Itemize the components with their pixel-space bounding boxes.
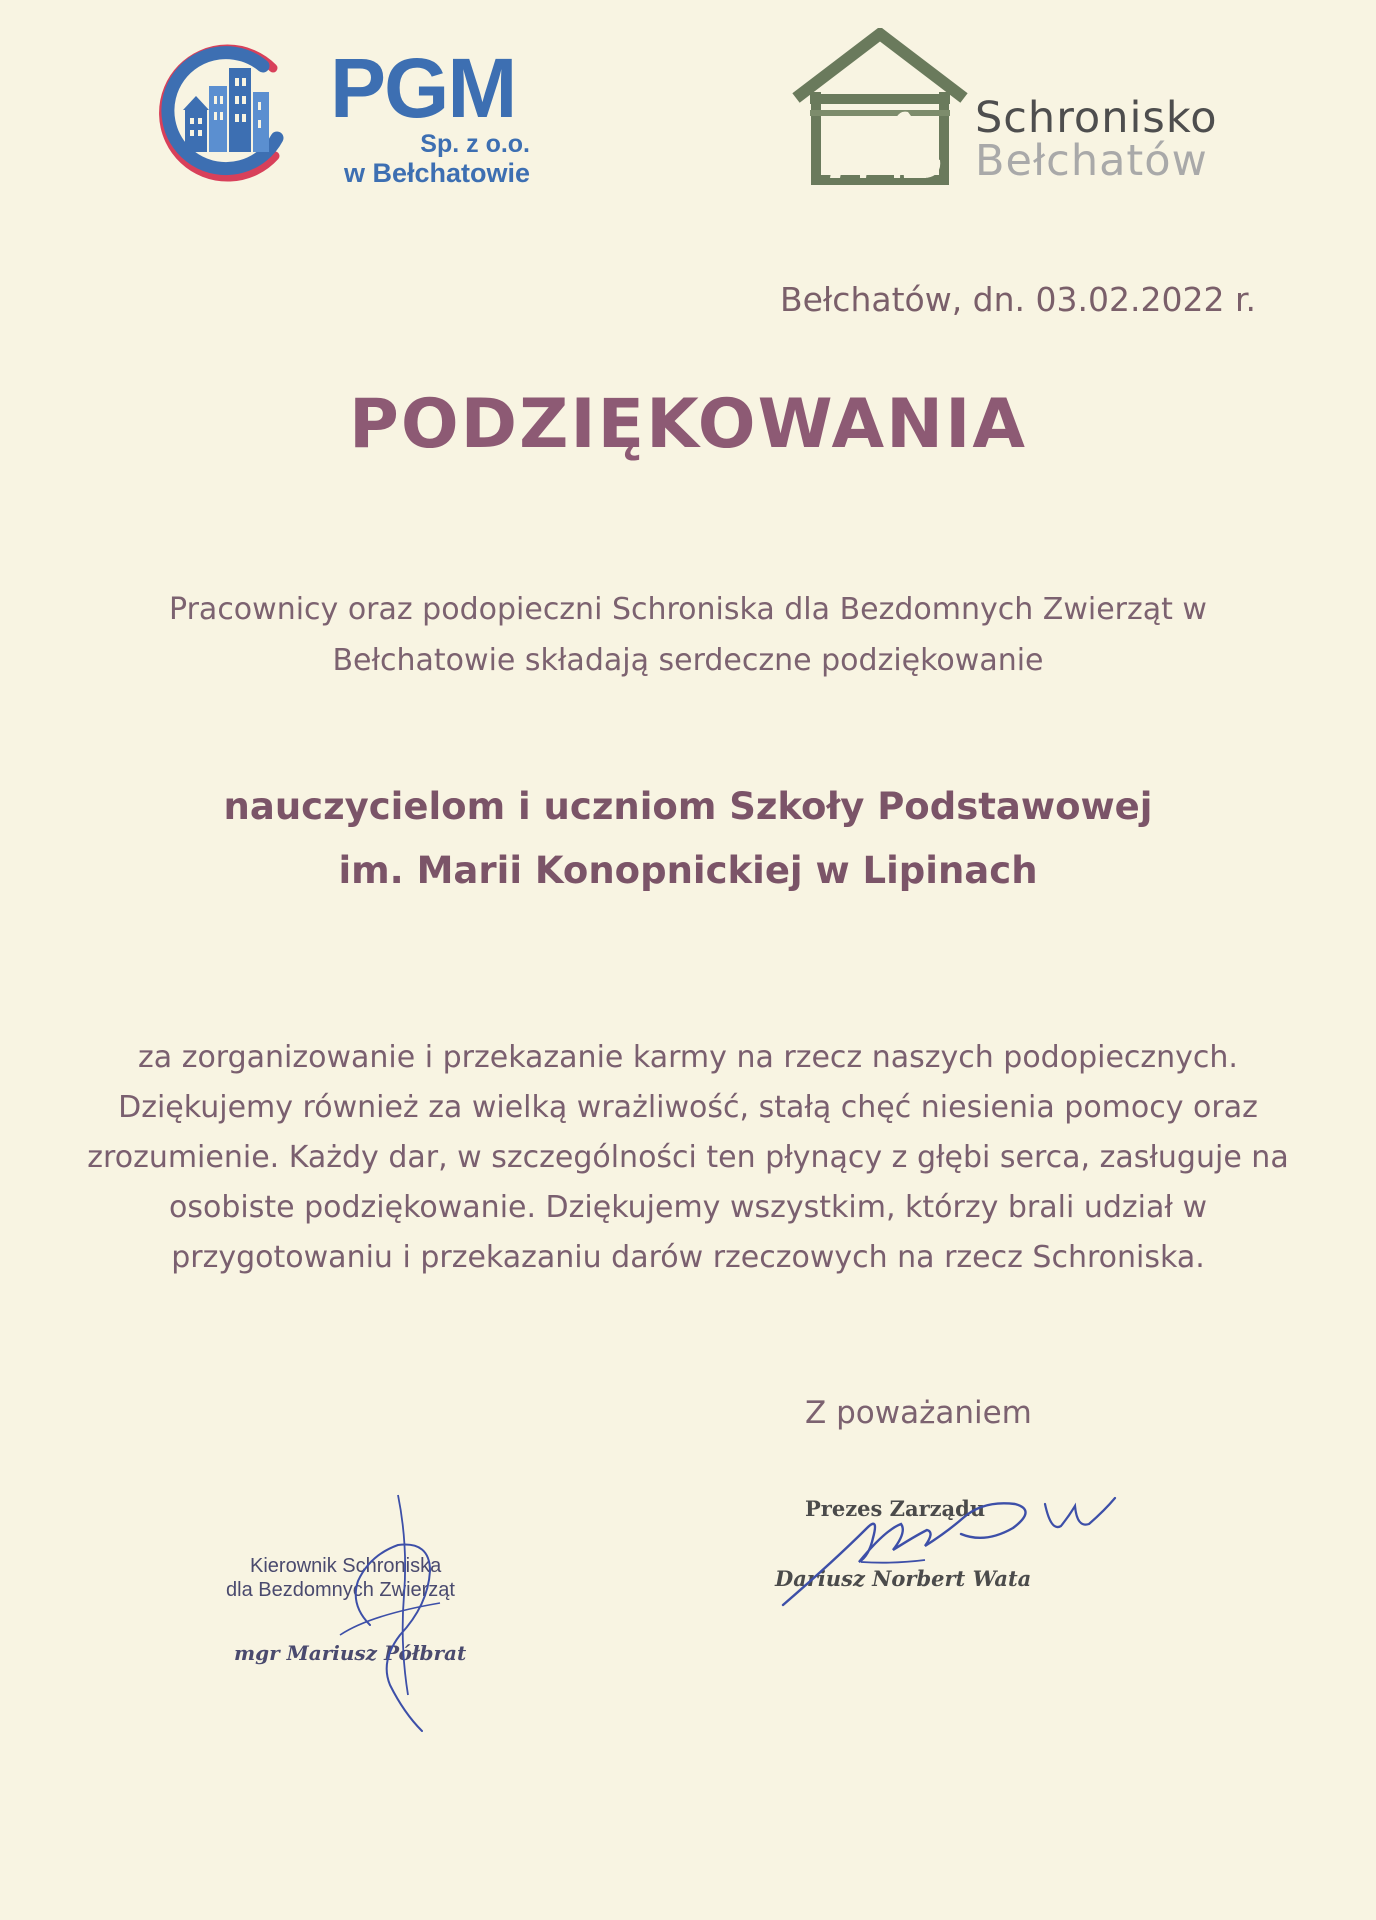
recipient-block xyxy=(100,775,1276,903)
pgm-logo-title: PGM xyxy=(330,41,516,135)
pgm-building-icon xyxy=(145,38,295,188)
handwritten-signature-left xyxy=(280,1485,480,1735)
pgm-logo xyxy=(145,38,545,198)
body-line: zrozumienie. Każdy dar, w szczególności ten płynący z głębi serca, zasługuje na xyxy=(87,1140,1289,1175)
pgm-logo-subtitle: Sp. z o.o. xyxy=(420,130,530,158)
signatory-role: Prezes Zarządu xyxy=(805,1496,986,1521)
intro-paragraph xyxy=(100,584,1276,686)
body-line: Dziękujemy również za wielką wrażliwość, stałą chęć niesienia pomocy oraz xyxy=(118,1090,1258,1125)
intro-line: Bełchatowie składają serdeczne podziękowanie xyxy=(332,643,1044,678)
body-line: za zorganizowanie i przekazanie karmy na rzecz naszych podopiecznych. xyxy=(138,1040,1238,1075)
shelter-logo-name: Schronisko xyxy=(975,93,1218,143)
intro-line: Pracownicy oraz podopieczni Schroniska dla Bezdomnych Zwierząt w xyxy=(169,592,1207,627)
pgm-logo-city: w Bełchatowie xyxy=(343,158,530,188)
signatory-name: mgr Mariusz Półbrat xyxy=(234,1641,467,1665)
handwritten-signature-right xyxy=(775,1470,1135,1620)
shelter-logo-city: Bełchatów xyxy=(975,136,1208,186)
body-line: osobiste podziękowanie. Dziękujemy wszystkim, którzy brali udział w xyxy=(169,1190,1207,1225)
shelter-logo xyxy=(790,28,1218,198)
letter-title: PODZIĘKOWANIA xyxy=(348,385,1027,464)
body-line: przygotowaniu i przekazaniu darów rzeczowych na rzecz Schroniska. xyxy=(171,1240,1205,1275)
closing-phrase: Z poważaniem xyxy=(805,1395,1032,1431)
letter-date: Bełchatów, dn. 03.02.2022 r. xyxy=(779,280,1256,319)
recipient-line: im. Marii Konopnickiej w Lipinach xyxy=(338,849,1038,892)
signatory-name: Dariusz Norbert Wata xyxy=(775,1566,1032,1591)
body-paragraph xyxy=(60,1033,1316,1283)
stamp-line: Kierownik Schroniska xyxy=(250,1555,442,1577)
shelter-house-icon xyxy=(790,28,970,188)
recipient-line: nauczycielom i uczniom Szkoły Podstawowej xyxy=(223,785,1153,828)
stamp-line: dla Bezdomnych Zwierząt xyxy=(226,1579,455,1601)
